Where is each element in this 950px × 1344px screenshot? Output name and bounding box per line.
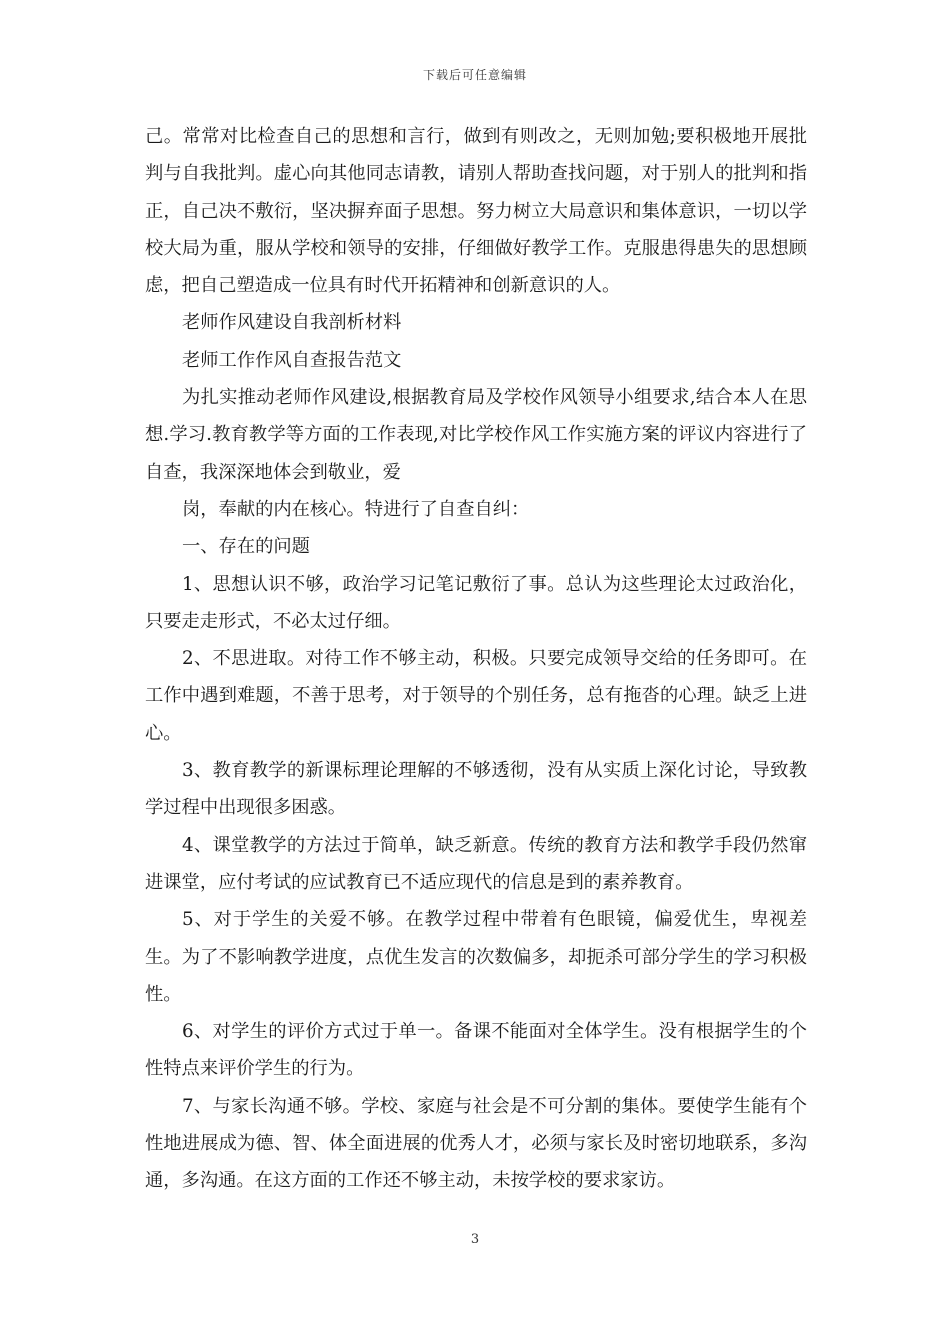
paragraph-intro: 为扎实推动老师作风建设,根据教育局及学校作风领导小组要求,结合本人在思想.学习.教育教学等方面的工作表现,对比学校作风工作实施方案的评议内容进行了自查，我深深地体会到敬业，爱: [145, 387, 807, 483]
paragraph-intro-continued: 岗，奉献的内在核心。特进行了自查自纠：: [182, 498, 530, 520]
page-header-note: 下载后可任意编辑: [422, 68, 527, 82]
list-item-4: 4、课堂教学的方法过于简单，缺乏新意。传统的教育方法和教学手段仍然窜进课堂，应付考试的应试教育已不适应现代的信息是到的素养教育。: [145, 834, 807, 893]
section-heading-problems: 一、存在的问题: [182, 536, 310, 558]
heading-self-analysis: 老师作风建设自我剖析材料: [182, 312, 402, 334]
list-item-5: 5、对于学生的关爱不够。在教学过程中带着有色眼镜，偏爱优生，卑视差生。为了不影响教学进度，点优生发言的次数偏多，却扼杀可部分学生的学习积极性。: [145, 909, 807, 1005]
list-item-6: 6、对学生的评价方式过于单一。备课不能面对全体学生。没有根据学生的个性特点来评价学生的行为。: [145, 1021, 807, 1080]
page-number: 3: [470, 1232, 480, 1247]
list-item-1: 1、思想认识不够，政治学习记笔记敷衍了事。总认为这些理论太过政治化，只要走走形式，不必太过仔细。: [145, 573, 807, 632]
document-body: [145, 118, 807, 1200]
list-item-2: 2、不思进取。对待工作不够主动，积极。只要完成领导交给的任务即可。在工作中遇到难题，不善于思考，对于领导的个别任务，总有拖沓的心理。缺乏上进心。: [145, 648, 807, 744]
list-item-7: 7、与家长沟通不够。学校、家庭与社会是不可分割的集体。要使学生能有个性地进展成为德、智、体全面进展的优秀人才，必须与家长及时密切地联系，多沟通，多沟通。在这方面的工作还不够主动，未按学校的要求家访。: [145, 1095, 807, 1192]
list-item-3: 3、教育教学的新课标理论理解的不够透彻，没有从实质上深化讨论，导致教学过程中出现很多困惑。: [145, 760, 807, 819]
paragraph-continuation: 己。常常对比检查自己的思想和言行，做到有则改之，无则加勉;要积极地开展批判与自我批判。虚心向其他同志请教，请别人帮助查找问题，对于别人的批判和指正，自己决不敷衍，坚决摒弃面子思想。努力树立大局意识和集体意识，一切以学校大局为重，服从学校和领导的安排，仔细做好教学工作。克服患得患失的思想顾虑，把自己塑造成一位具有时代开拓精神和创新意识的人。: [145, 126, 807, 297]
heading-self-check-report: 老师工作作风自查报告范文: [182, 349, 402, 371]
